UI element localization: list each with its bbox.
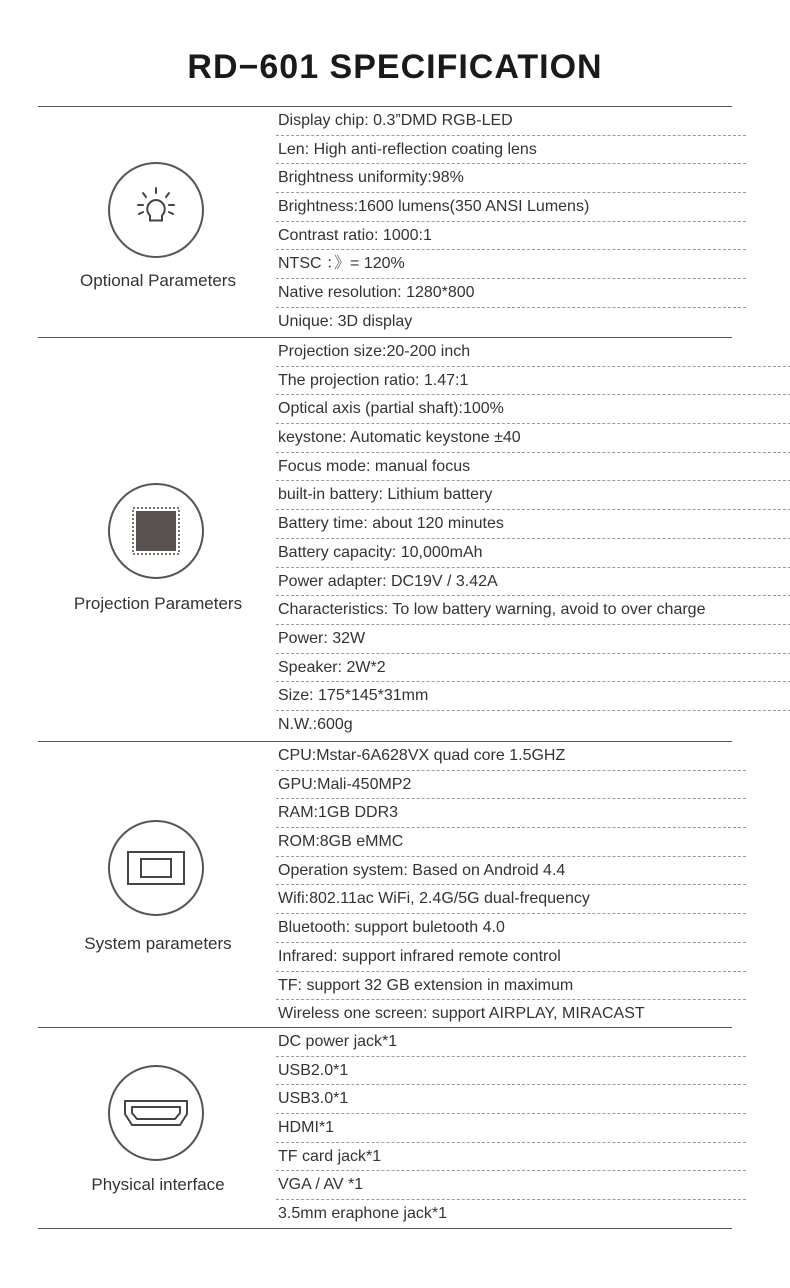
spec-row: VGA / AV *1 <box>276 1171 746 1200</box>
spec-row: Display chip: 0.3”DMD RGB-LED <box>276 107 746 136</box>
spec-row: Power adapter: DC19V / 3.42A <box>276 568 790 597</box>
spec-row: Optical axis (partial shaft):100% <box>276 395 790 424</box>
section-optional-parameters <box>38 107 778 337</box>
spec-row: Bluetooth: support buletooth 4.0 <box>276 914 746 943</box>
spec-row: Battery time: about 120 minutes <box>276 510 790 539</box>
page-title: RD−601 SPECIFICATION <box>187 48 603 86</box>
spec-row: Brightness:1600 lumens(350 ANSI Lumens) <box>276 193 746 222</box>
spec-row: Focus mode: manual focus <box>276 453 790 482</box>
spec-row: GPU:Mali-450MP2 <box>276 771 746 800</box>
spec-row: Unique: 3D display <box>278 312 413 330</box>
spec-row: HDMI*1 <box>276 1114 746 1143</box>
spec-row: Infrared: support infrared remote control <box>276 943 746 972</box>
spec-row: Operation system: Based on Android 4.4 <box>276 857 746 886</box>
spec-row: Contrast ratio: 1000:1 <box>276 222 746 251</box>
spec-row: Projection size:20-200 inch <box>276 338 790 367</box>
spec-row: built-in battery: Lithium battery <box>276 481 790 510</box>
section-label: Optional Parameters <box>80 271 236 290</box>
spec-list <box>276 742 746 1029</box>
spec-row: USB2.0*1 <box>276 1057 746 1086</box>
spec-row: Native resolution: 1280*800 <box>276 279 746 308</box>
spec-row: DC power jack*1 <box>276 1028 746 1057</box>
spec-row: NTSC ：》= 120% <box>276 250 746 279</box>
spec-row: Battery capacity: 10,000mAh <box>276 539 790 568</box>
spec-row: CPU:Mstar-6A628VX quad core 1.5GHZ <box>276 742 746 771</box>
spec-row: TF: support 32 GB extension in maximum <box>276 972 746 1001</box>
spec-row: Size: 175*145*31mm <box>276 682 790 711</box>
spec-row: RAM:1GB DDR3 <box>276 799 746 828</box>
section-label: Projection Parameters <box>73 594 243 613</box>
spec-list <box>276 338 790 740</box>
section-label: Physical interface <box>91 1175 225 1194</box>
spec-row: 3.5mm eraphone jack*1 <box>278 1205 447 1223</box>
spec-row: Characteristics: To low battery warning, avoid to over charge <box>276 596 790 625</box>
spec-row: Len: High anti-reflection coating lens <box>276 136 746 165</box>
spec-row: Power: 32W <box>276 625 790 654</box>
section-projection-parameters <box>38 338 778 741</box>
section-system-parameters <box>38 742 778 1027</box>
spec-row: Wifi:802.11ac WiFi, 2.4G/5G dual-frequency <box>276 885 746 914</box>
section-physical-interface <box>38 1028 778 1228</box>
chip-icon <box>108 483 204 579</box>
spec-row: N.W.:600g <box>278 715 353 733</box>
hdmi-port-icon <box>108 1065 204 1161</box>
spec-list <box>276 1028 746 1229</box>
spec-row: Wireless one screen: support AIRPLAY, MIRACAST <box>278 1005 645 1023</box>
spec-row: keystone: Automatic keystone ±40 <box>276 424 790 453</box>
spec-row: TF card jack*1 <box>276 1143 746 1172</box>
spec-row: USB3.0*1 <box>276 1085 746 1114</box>
screen-icon <box>108 820 204 916</box>
spec-list <box>276 107 746 337</box>
section-label: System parameters <box>84 934 232 953</box>
spec-row: ROM:8GB eMMC <box>276 828 746 857</box>
spec-row: Speaker: 2W*2 <box>276 654 790 683</box>
lightbulb-icon <box>108 162 204 258</box>
spec-row: The projection ratio: 1.47:1 <box>276 367 790 396</box>
spec-row: Brightness uniformity:98% <box>276 164 746 193</box>
